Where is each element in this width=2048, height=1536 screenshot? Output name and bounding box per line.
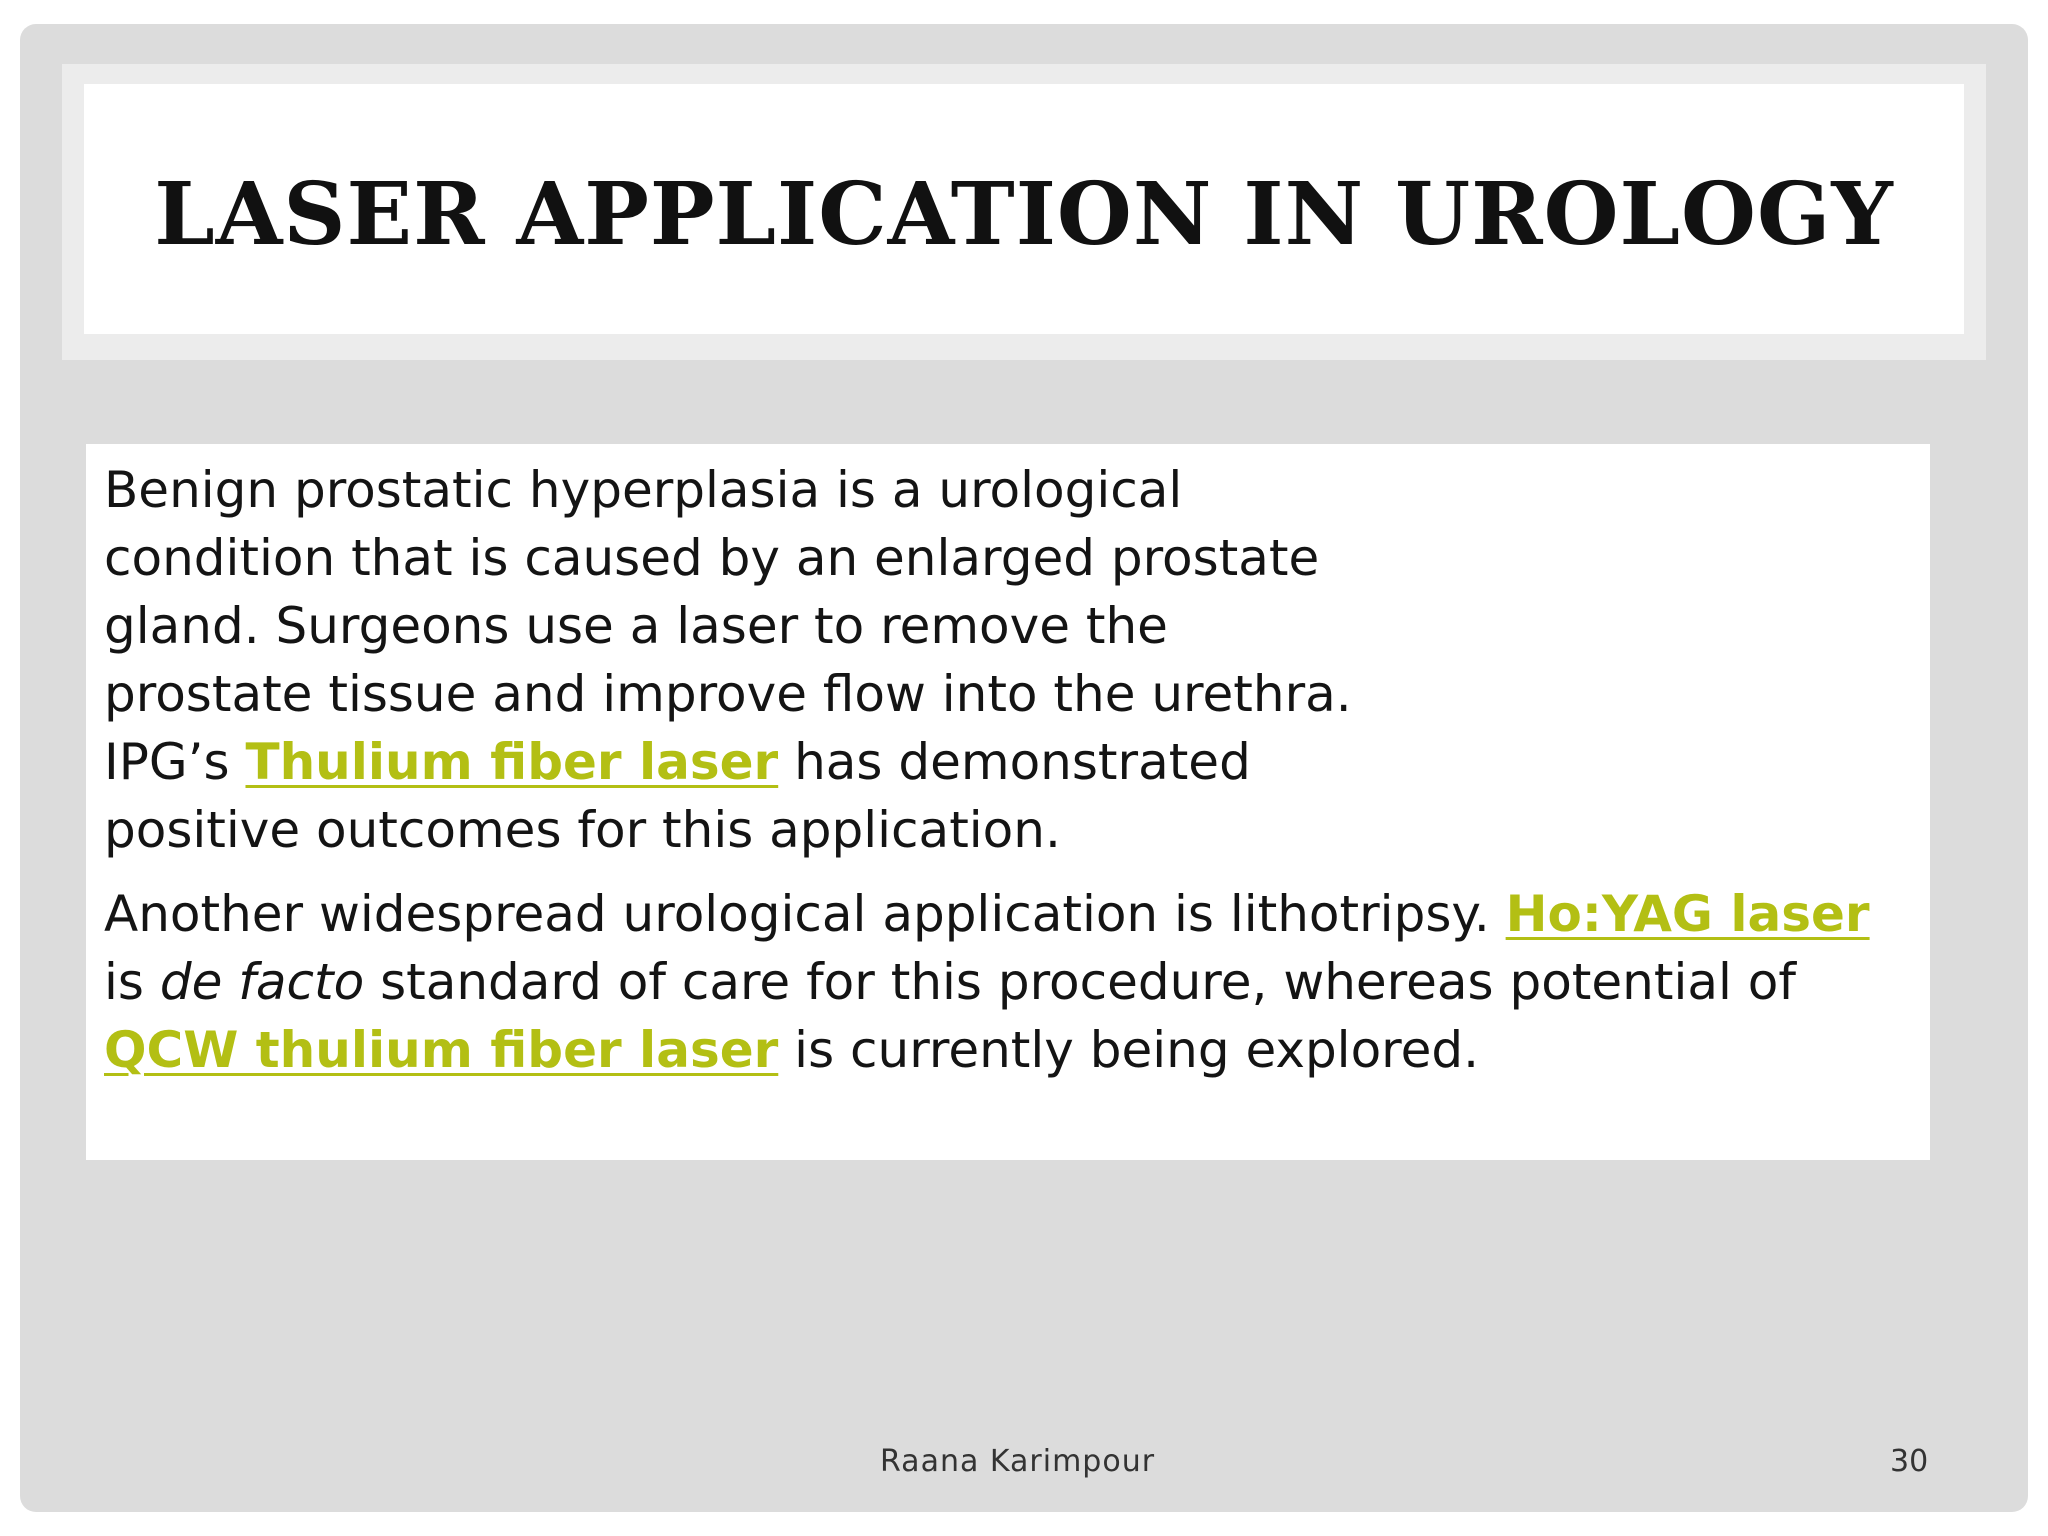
de-facto-emphasis: de facto (159, 953, 365, 1011)
thulium-fiber-laser-link[interactable]: Thulium fiber laser (245, 733, 779, 791)
paragraph-bph-text-end: has demonstrated positive outcomes for this application. (104, 733, 1251, 859)
slide-title: LASER APPLICATION IN UROLOGY (154, 163, 1894, 265)
content-box (86, 444, 1930, 1160)
footer-author: Raana Karimpour (880, 1444, 1156, 1479)
ho-yag-laser-link[interactable]: Ho:YAG laser (1505, 885, 1870, 943)
paragraph-lithotripsy-end: is currently being explored. (778, 1021, 1480, 1079)
qcw-thulium-fiber-laser-link[interactable]: QCW thulium fiber laser (104, 1021, 779, 1079)
slide-number: 30 (1890, 1444, 1929, 1479)
paragraph-bph-text: Benign prostatic hyperplasia is a urological condition that is caused by an enlarged prostate gland. Surgeons use a laser to remove the prostate tissue and improve flow into the urethra. IPG’s (104, 461, 1352, 791)
paragraph-lithotripsy-text: Another widespread urological application is lithotripsy. (104, 885, 1506, 943)
paragraph-lithotripsy-is: is (104, 953, 160, 1011)
content-text (104, 456, 1924, 1084)
paragraph-bph (104, 456, 1354, 864)
paragraph-lithotripsy (104, 880, 1924, 1084)
paragraph-lithotripsy-middle: standard of care for this procedure, whereas potential of (364, 953, 1796, 1011)
title-box (84, 84, 1964, 334)
